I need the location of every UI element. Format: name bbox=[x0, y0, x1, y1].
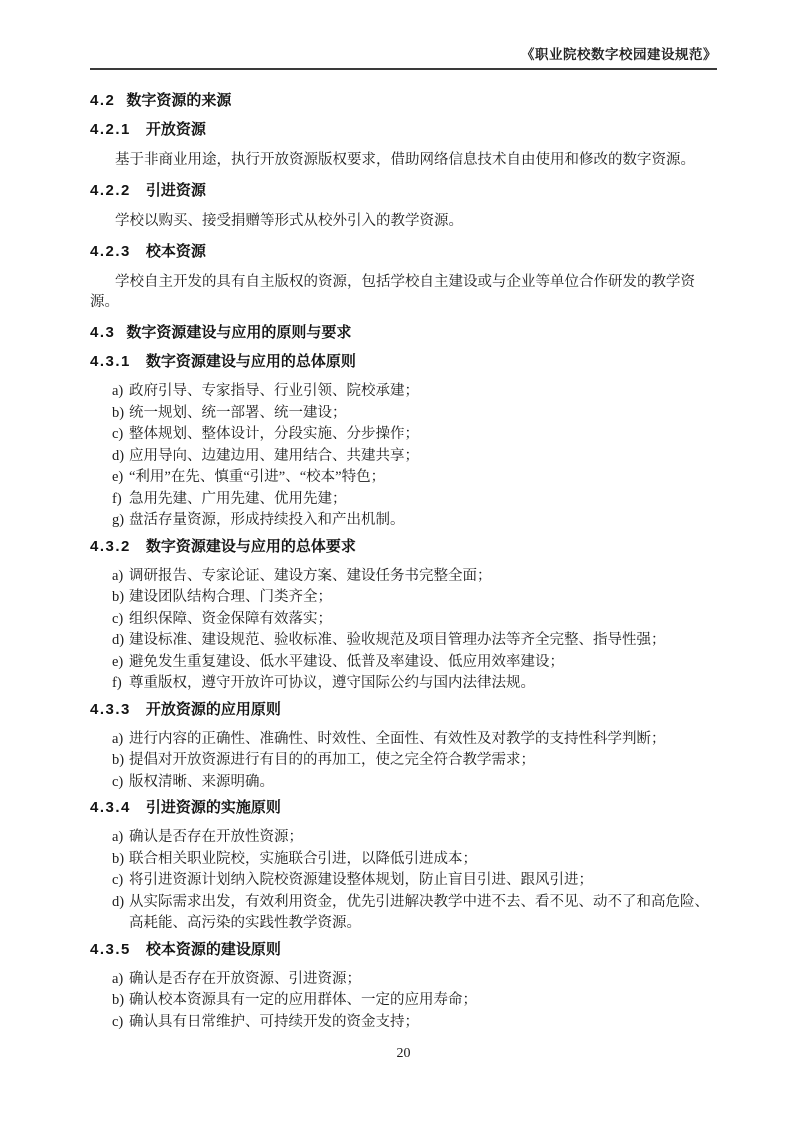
list-item-text: 确认是否存在开放资源、引进资源； bbox=[129, 970, 361, 987]
list-item-text: 进行内容的正确性、准确性、时效性、全面性、有效性及对教学的支持性科学判断； bbox=[129, 730, 666, 747]
list-item bbox=[90, 587, 717, 609]
list-item-text: 应用导向、边建边用、建用结合、共建共享； bbox=[129, 447, 419, 464]
list-item-text: 建设标准、建设规范、验收标准、验收规范及项目管理办法等齐全完整、指导性强； bbox=[129, 632, 666, 648]
list-item-text: 盘活存量资源，形成持续投入和产出机制。 bbox=[129, 512, 405, 528]
section-number: 4.3.5 bbox=[90, 940, 131, 958]
list-item-text: 急用先建、广用先建、优用先建； bbox=[129, 490, 347, 507]
section-number: 4.2.3 bbox=[90, 243, 131, 260]
section-heading-4-3-3 bbox=[90, 702, 717, 718]
list-item bbox=[90, 489, 717, 511]
list-item-text: 组织保障、资金保障有效落实； bbox=[129, 610, 332, 627]
section-heading-4-2 bbox=[90, 93, 717, 109]
list-item bbox=[90, 750, 717, 772]
list-item bbox=[90, 403, 717, 425]
list-item bbox=[90, 1012, 717, 1034]
list-item-marker: a) bbox=[112, 383, 124, 399]
section-number: 4.2.1 bbox=[90, 121, 131, 138]
list-item-marker: c) bbox=[112, 773, 124, 790]
section-heading-4-3-1 bbox=[90, 354, 717, 370]
list-item-marker: a) bbox=[112, 730, 124, 747]
list-item-text: 版权清晰、来源明确。 bbox=[129, 773, 274, 790]
list-item bbox=[90, 673, 717, 695]
list-item-marker: a) bbox=[112, 829, 124, 845]
section-title: 开放资源的应用原则 bbox=[145, 700, 281, 718]
section-number: 4.3.1 bbox=[90, 353, 131, 370]
list-item-text: 避免发生重复建设、低水平建设、低普及率建设、低应用效率建设； bbox=[129, 653, 564, 670]
page-header bbox=[90, 46, 717, 63]
section-heading-4-2-3 bbox=[90, 244, 717, 260]
list-item bbox=[90, 381, 717, 403]
list-item-marker: f) bbox=[112, 490, 122, 507]
list-item-marker: d) bbox=[112, 893, 125, 910]
ordered-list bbox=[90, 729, 717, 794]
list-item-text: 从实际需求出发，有效利用资金，优先引进解决教学中进不去、看不见、动不了和高危险、高耗能、高污染的实践性教学资源。 bbox=[129, 893, 709, 931]
list-item bbox=[90, 609, 717, 631]
document-body bbox=[90, 70, 717, 1033]
list-item bbox=[90, 446, 717, 468]
list-item-text: 调研报告、专家论证、建设方案、建设任务书完整全面； bbox=[129, 567, 492, 584]
section-title: 引进资源的实施原则 bbox=[145, 799, 281, 816]
list-item bbox=[90, 424, 717, 446]
list-item-marker: e) bbox=[112, 469, 124, 485]
section-title: 开放资源 bbox=[145, 121, 206, 138]
list-item bbox=[90, 510, 717, 532]
section-title: 数字资源建设与应用的总体原则 bbox=[145, 353, 356, 370]
list-item-marker: g) bbox=[112, 512, 125, 528]
list-item-marker: b) bbox=[112, 752, 125, 768]
section-number: 4.3.2 bbox=[90, 537, 131, 555]
list-item-marker: b) bbox=[112, 850, 125, 867]
section-heading-4-2-2 bbox=[90, 183, 717, 199]
list-item-text: 确认具有日常维护、可持续开发的资金支持； bbox=[129, 1013, 419, 1030]
list-item-text: 整体规划、整体设计，分段实施、分步操作； bbox=[129, 426, 419, 442]
list-item bbox=[90, 892, 717, 935]
list-item-marker: c) bbox=[112, 1013, 124, 1030]
ordered-list bbox=[90, 566, 717, 695]
document-title: 《职业院校数字校园建设规范》 bbox=[521, 47, 717, 62]
section-title: 数字资源建设与应用的总体要求 bbox=[145, 537, 356, 555]
section-heading-4-3-4 bbox=[90, 800, 717, 816]
section-heading-4-3 bbox=[90, 325, 717, 341]
list-item bbox=[90, 566, 717, 588]
list-item bbox=[90, 772, 717, 794]
paragraph: 学校自主开发的具有自主版权的资源，包括学校自主建设或与企业等单位合作研发的教学资源。 bbox=[90, 274, 695, 310]
list-item-text: “利用”在先、慎重“引进”、“校本”特色； bbox=[129, 469, 386, 485]
page-footer bbox=[90, 1045, 717, 1063]
list-item bbox=[90, 652, 717, 674]
list-item-text: 将引进资源计划纳入院校资源建设整体规划，防止盲目引进、跟风引进； bbox=[129, 872, 593, 888]
list-item-marker: a) bbox=[112, 567, 124, 584]
list-item bbox=[90, 969, 717, 991]
section-title: 引进资源 bbox=[145, 182, 206, 199]
list-item-marker: d) bbox=[112, 447, 125, 464]
ordered-list bbox=[90, 969, 717, 1034]
section-number: 4.3 bbox=[90, 324, 116, 341]
list-item-text: 尊重版权，遵守开放许可协议，遵守国际公约与国内法律法规。 bbox=[129, 675, 535, 691]
section-heading-4-3-2 bbox=[90, 539, 717, 555]
list-item bbox=[90, 990, 717, 1012]
section-title: 校本资源的建设原则 bbox=[145, 940, 281, 958]
list-item-text: 建设团队结构合理、门类齐全； bbox=[129, 589, 332, 605]
list-item-marker: c) bbox=[112, 872, 124, 888]
section-heading-4-2-1 bbox=[90, 122, 717, 138]
list-item-text: 确认是否存在开放性资源； bbox=[129, 829, 303, 845]
section-title: 校本资源 bbox=[145, 243, 206, 260]
list-item bbox=[90, 467, 717, 489]
ordered-list bbox=[90, 381, 717, 532]
list-item-marker: b) bbox=[112, 589, 125, 605]
list-item-marker: c) bbox=[112, 610, 124, 627]
section-number: 4.2 bbox=[90, 92, 116, 109]
list-item-marker: f) bbox=[112, 675, 122, 691]
list-item bbox=[90, 870, 717, 892]
list-item bbox=[90, 827, 717, 849]
list-item-text: 政府引导、专家指导、行业引领、院校承建； bbox=[129, 383, 419, 399]
list-item bbox=[90, 849, 717, 871]
list-item-text: 统一规划、统一部署、统一建设； bbox=[129, 404, 347, 421]
list-item-marker: e) bbox=[112, 653, 124, 670]
list-item-marker: b) bbox=[112, 992, 125, 1008]
list-item-text: 提倡对开放资源进行有目的的再加工，使之完全符合教学需求； bbox=[129, 752, 535, 768]
list-item bbox=[90, 630, 717, 652]
list-item-marker: d) bbox=[112, 632, 125, 648]
section-title: 数字资源建设与应用的原则与要求 bbox=[126, 324, 352, 341]
page-number: 20 bbox=[396, 1046, 411, 1061]
paragraph: 学校以购买、接受捐赠等形式从校外引入的教学资源。 bbox=[115, 213, 463, 229]
section-heading-4-3-5 bbox=[90, 942, 717, 958]
ordered-list bbox=[90, 827, 717, 935]
section-number: 4.2.2 bbox=[90, 182, 131, 199]
list-item-marker: b) bbox=[112, 404, 125, 421]
list-item bbox=[90, 729, 717, 751]
list-item-text: 确认校本资源具有一定的应用群体、一定的应用寿命； bbox=[129, 992, 477, 1008]
section-number: 4.3.3 bbox=[90, 700, 131, 718]
list-item-text: 联合相关职业院校，实施联合引进，以降低引进成本； bbox=[129, 850, 477, 867]
paragraph: 基于非商业用途，执行开放资源版权要求，借助网络信息技术自由使用和修改的数字资源。 bbox=[115, 152, 695, 168]
list-item-marker: a) bbox=[112, 970, 124, 987]
section-title: 数字资源的来源 bbox=[126, 92, 232, 109]
section-number: 4.3.4 bbox=[90, 799, 131, 816]
list-item-marker: c) bbox=[112, 426, 124, 442]
